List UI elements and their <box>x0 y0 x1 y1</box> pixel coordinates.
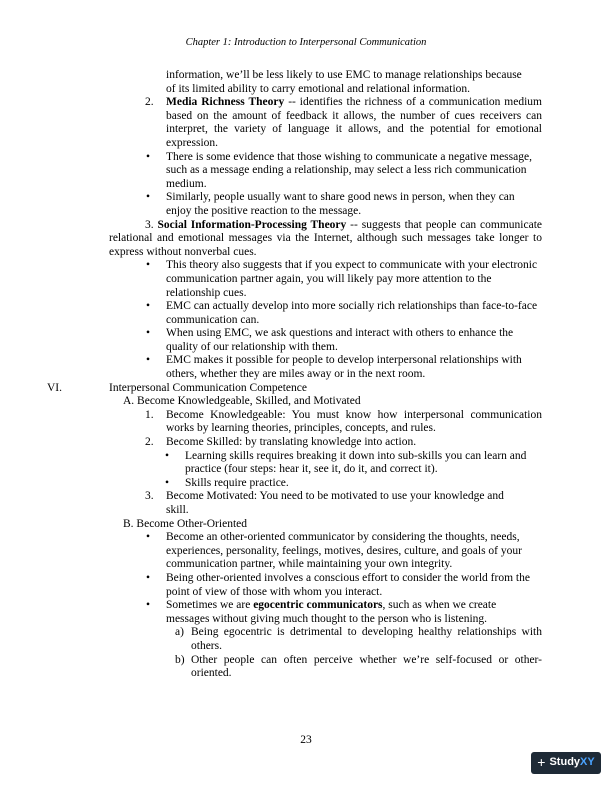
bullet-icon: • <box>146 191 151 204</box>
item-number: 3. <box>145 490 154 503</box>
bullet-text: EMC can actually develop into more socially rich relationships than face-to-face communication can. <box>166 300 538 326</box>
section-vi-heading <box>47 381 539 396</box>
bullet-icon: • <box>146 571 151 584</box>
item-number: 2. <box>145 436 154 449</box>
bullet-text: EMC makes it possible for people to develop interpersonal relationships with others, whether they are miles away or in the next room. <box>166 354 522 381</box>
bullet-item <box>146 191 538 218</box>
numbered-item <box>145 490 526 517</box>
bullet-icon: • <box>165 476 170 489</box>
page-body <box>0 69 612 681</box>
subsection-title: A. Become Knowledgeable, Skilled, and Motivated <box>123 395 361 408</box>
item-text: Become Skilled: by translating knowledge into action. <box>166 436 417 449</box>
bullet-text: Learning skills requires breaking it down into sub-skills you can learn and practice (four steps: hear it, see it, do it, and correct it). <box>185 449 527 476</box>
numbered-item <box>145 436 542 450</box>
social-info-processing-item <box>109 219 542 260</box>
bullet-icon: • <box>146 300 151 313</box>
lettered-item <box>175 626 542 653</box>
bullet-item <box>146 150 538 192</box>
item-text: Being egocentric is detrimental to developing healthy relationships with others. <box>191 626 542 652</box>
bullet-item <box>146 571 542 599</box>
bullet-text: Sometimes we are <box>166 599 254 612</box>
bullet-icon: • <box>165 449 170 462</box>
section-number: VI. <box>47 381 63 394</box>
bullet-item <box>146 531 542 572</box>
bullet-item <box>146 599 542 626</box>
subsection-title: B. Become Other-Oriented <box>123 517 247 530</box>
line: information, we’ll be less likely to use EMC to manage relationships because <box>166 69 522 81</box>
bullet-item <box>165 476 530 491</box>
media-richness-text: -- identifies the richness of a communication medium based on the amount of feedback it allows, the number of cues receivers can interpret, the variety of language it allows, and the potential for emotional expression. <box>166 96 542 149</box>
media-richness-title: Media Richness Theory <box>166 96 285 109</box>
bullet-icon: • <box>146 354 151 367</box>
item-number: 1. <box>145 408 154 421</box>
bullet-icon: • <box>146 599 151 612</box>
bullet-icon: • <box>146 259 151 272</box>
studyxy-badge[interactable] <box>531 752 601 774</box>
bullet-icon: • <box>146 150 151 163</box>
section-title: Interpersonal Communication Competence <box>109 381 307 394</box>
bullet-item <box>146 259 542 300</box>
bullet-text: Being other-oriented involves a conscious effort to consider the world from the point of view of those with whom you interact. <box>166 571 530 598</box>
lettered-item <box>175 653 542 681</box>
running-header: Chapter 1: Introduction to Interpersonal Communication <box>185 37 427 48</box>
bullet-text: There is some evidence that those wishing to communicate a negative message, such as a message ending a relationship, may select a less rich communication medium. <box>166 150 532 190</box>
item-text: Become Motivated: You need to be motivated to use your knowledge and skill. <box>166 490 504 516</box>
para-continuation <box>166 69 542 96</box>
line: of its limited ability to carry emotional and relational information. <box>166 82 471 95</box>
item-text: Become Knowledgeable: You must know how interpersonal communication works by learning theories, principles, concepts, and rules. <box>166 408 542 435</box>
bullet-item <box>146 327 538 354</box>
bullet-text: Skills require practice. <box>185 476 289 489</box>
bullet-item <box>146 300 538 327</box>
social-info-processing-text: -- suggests that people can communicate relational and emotional messages via the Internet, although such messages take longer to express without nonverbal cues. <box>109 218 543 258</box>
bullet-text: Similarly, people usually want to share good news in person, when they can enjoy the positive reaction to the message. <box>166 191 515 217</box>
page-number: 23 <box>300 734 312 746</box>
brand-suffix: XY <box>580 756 595 769</box>
bullet-text: Become an other-oriented communicator by considering the thoughts, needs, experiences, personality, feelings, motives, desires, culture, and goals of your communication partner, while maintaining your own integrity. <box>166 531 522 571</box>
bullet-icon: • <box>146 327 151 340</box>
item-text: Other people can often perceive whether we’re self-focused or other-oriented. <box>191 653 542 680</box>
social-info-processing-title: Social Information-Processing Theory <box>157 218 347 231</box>
bullet-text: When using EMC, we ask questions and interact with others to enhance the quality of our relationship with them. <box>166 327 514 353</box>
subsection-a-heading <box>123 395 543 409</box>
bullet-item <box>165 449 530 477</box>
numbered-item <box>145 408 542 436</box>
egocentric-term: egocentric communicators <box>253 599 383 612</box>
item-number: 2. <box>145 96 154 109</box>
item-number: 3. <box>145 218 154 231</box>
plus-icon: + <box>537 754 546 771</box>
media-richness-item <box>145 96 542 150</box>
bullet-text: This theory also suggests that if you expect to communicate with your electronic communication partner again, you will likely pay more attention to the relationship cues. <box>166 259 538 299</box>
item-letter: a) <box>175 626 184 639</box>
subsection-b-heading <box>123 518 543 532</box>
bullet-item <box>146 354 542 381</box>
brand-prefix: Study <box>549 756 581 769</box>
bullet-icon: • <box>146 531 151 544</box>
bullet-text: , such as when we create messages without giving much thought to the person who is listening. <box>166 599 497 625</box>
item-letter: b) <box>175 653 185 666</box>
